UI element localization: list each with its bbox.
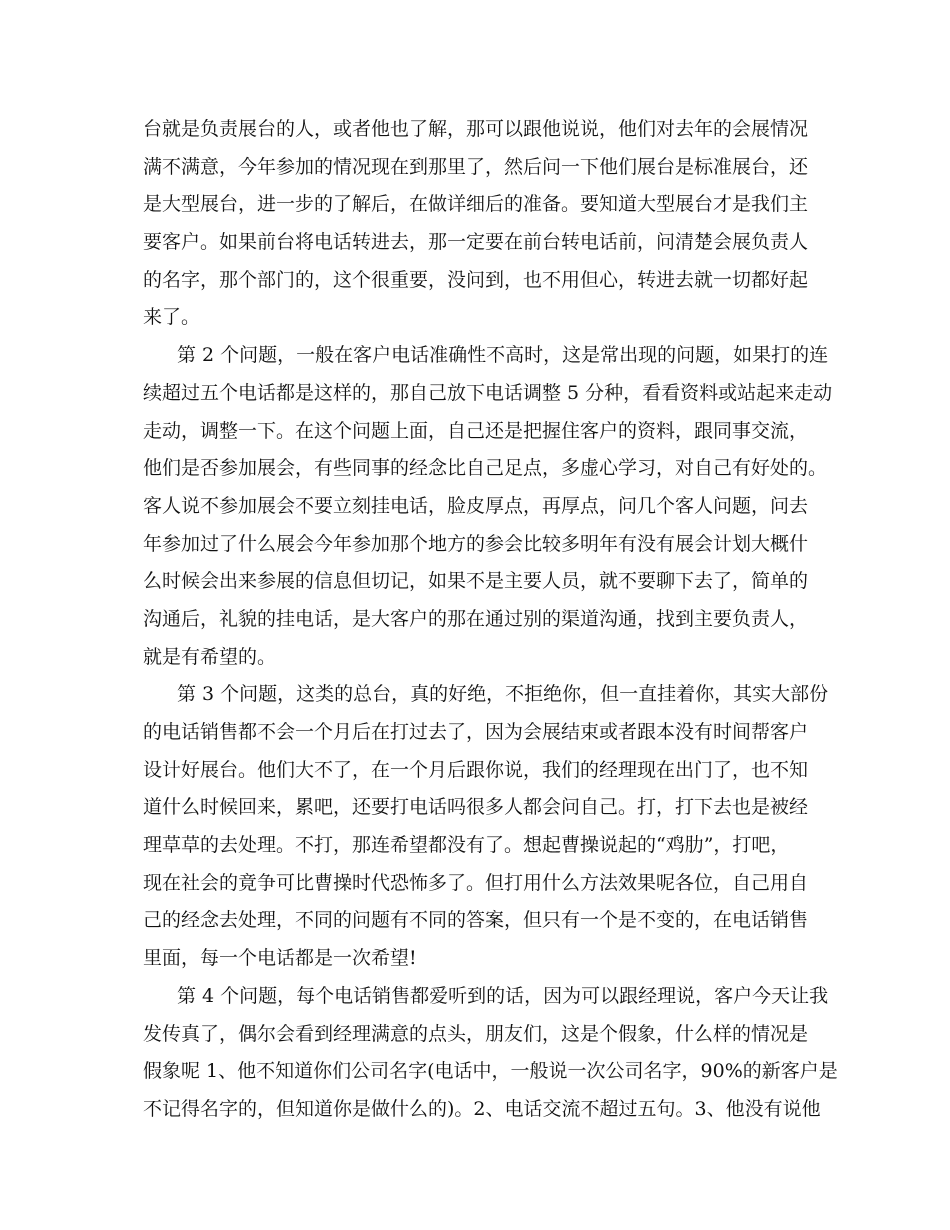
text-line: 设计好展台。他们大不了，在一个月后跟你说，我们的经理现在出门了，也不知 [143, 758, 809, 781]
paragraph-2-first-line: 第 2 个问题，一般在客户电话准确性不高时，这是常出现的问题，如果打的连 [177, 344, 829, 367]
text-line: 来了。 [143, 306, 201, 329]
text-line: 么时候会出来参展的信息但切记，如果不是主要人员，就不要聊下去了，简单的 [143, 570, 809, 593]
text-line: 理草草的去处理。不打，那连希望都没有了。想起曹操说起的“鸡肋”，打吧， [143, 834, 790, 857]
text-line: 就是有希望的。 [143, 645, 277, 668]
text-line: 的名字，那个部门的，这个很重要，没问到，也不用但心，转进去就一切都好起 [143, 268, 809, 291]
text-line: 沟通后，礼貌的挂电话，是大客户的那在通过别的渠道沟通，找到主要负责人， [143, 607, 809, 630]
document-body-text [143, 111, 838, 1129]
text-line: 台就是负责展台的人，或者他也了解，那可以跟他说说，他们对去年的会展情况 [143, 118, 809, 140]
text-line: 年参加过了什么展会今年参加那个地方的参会比较多明年有没有展会计划大概什 [143, 532, 809, 555]
text-line: 他们是否参加展会，有些同事的经念比自己足点，多虚心学习，对自己有好处的。 [143, 457, 828, 480]
text-line: 走动，调整一下。在这个问题上面，自己还是把握住客户的资料，跟同事交流， [143, 419, 809, 442]
text-line: 是大型展台，进一步的了解后，在做详细后的准备。要知道大型展台才是我们主 [143, 193, 809, 216]
text-line: 道什么时候回来，累吧，还要打电话吗很多人都会问自己。打，打下去也是被经 [143, 796, 809, 819]
text-line: 己的经念去处理，不同的问题有不同的答案，但只有一个是不变的，在电话销售 [143, 909, 809, 932]
text-line: 不记得名字的，但知道你是做什么的)。2、电话交流不超过五句。3、他没有说他 [143, 1097, 821, 1120]
text-line: 客人说不参加展会不要立刻挂电话，脸皮厚点，再厚点，问几个客人问题，问去 [143, 494, 809, 517]
text-line: 满不满意，今年参加的情况现在到那里了，然后问一下他们展台是标准展台，还 [143, 155, 809, 178]
text-line: 里面，每一个电话都是一次希望! [143, 947, 417, 970]
text-line: 的电话销售都不会一个月后在打过去了，因为会展结束或者跟本没有时间帮客户 [143, 721, 809, 743]
paragraph-3-first-line: 第 3 个问题，这类的总台，真的好绝，不拒绝你，但一直挂着你，其实大部份 [177, 683, 829, 706]
text-line: 假象呢 1、他不知道你们公司名字(电话中，一般说一次公司名字，90%的新客户是 [143, 1060, 838, 1083]
text-line: 现在社会的竟争可比曹操时代恐怖多了。但打用什么方法效果呢各位，自己用自 [143, 871, 809, 894]
text-line: 要客户。如果前台将电话转进去，那一定要在前台转电话前，问清楚会展负责人 [143, 231, 809, 254]
paragraph-4-first-line: 第 4 个问题，每个电话销售都爱听到的话，因为可以跟经理说，客户今天让我 [177, 984, 829, 1007]
text-line: 续超过五个电话都是这样的，那自己放下电话调整 5 分种，看看资料或站起来走动 [143, 381, 833, 404]
text-line: 发传真了，偶尔会看到经理满意的点头，朋友们，这是个假象，什么样的情况是 [143, 1022, 809, 1045]
